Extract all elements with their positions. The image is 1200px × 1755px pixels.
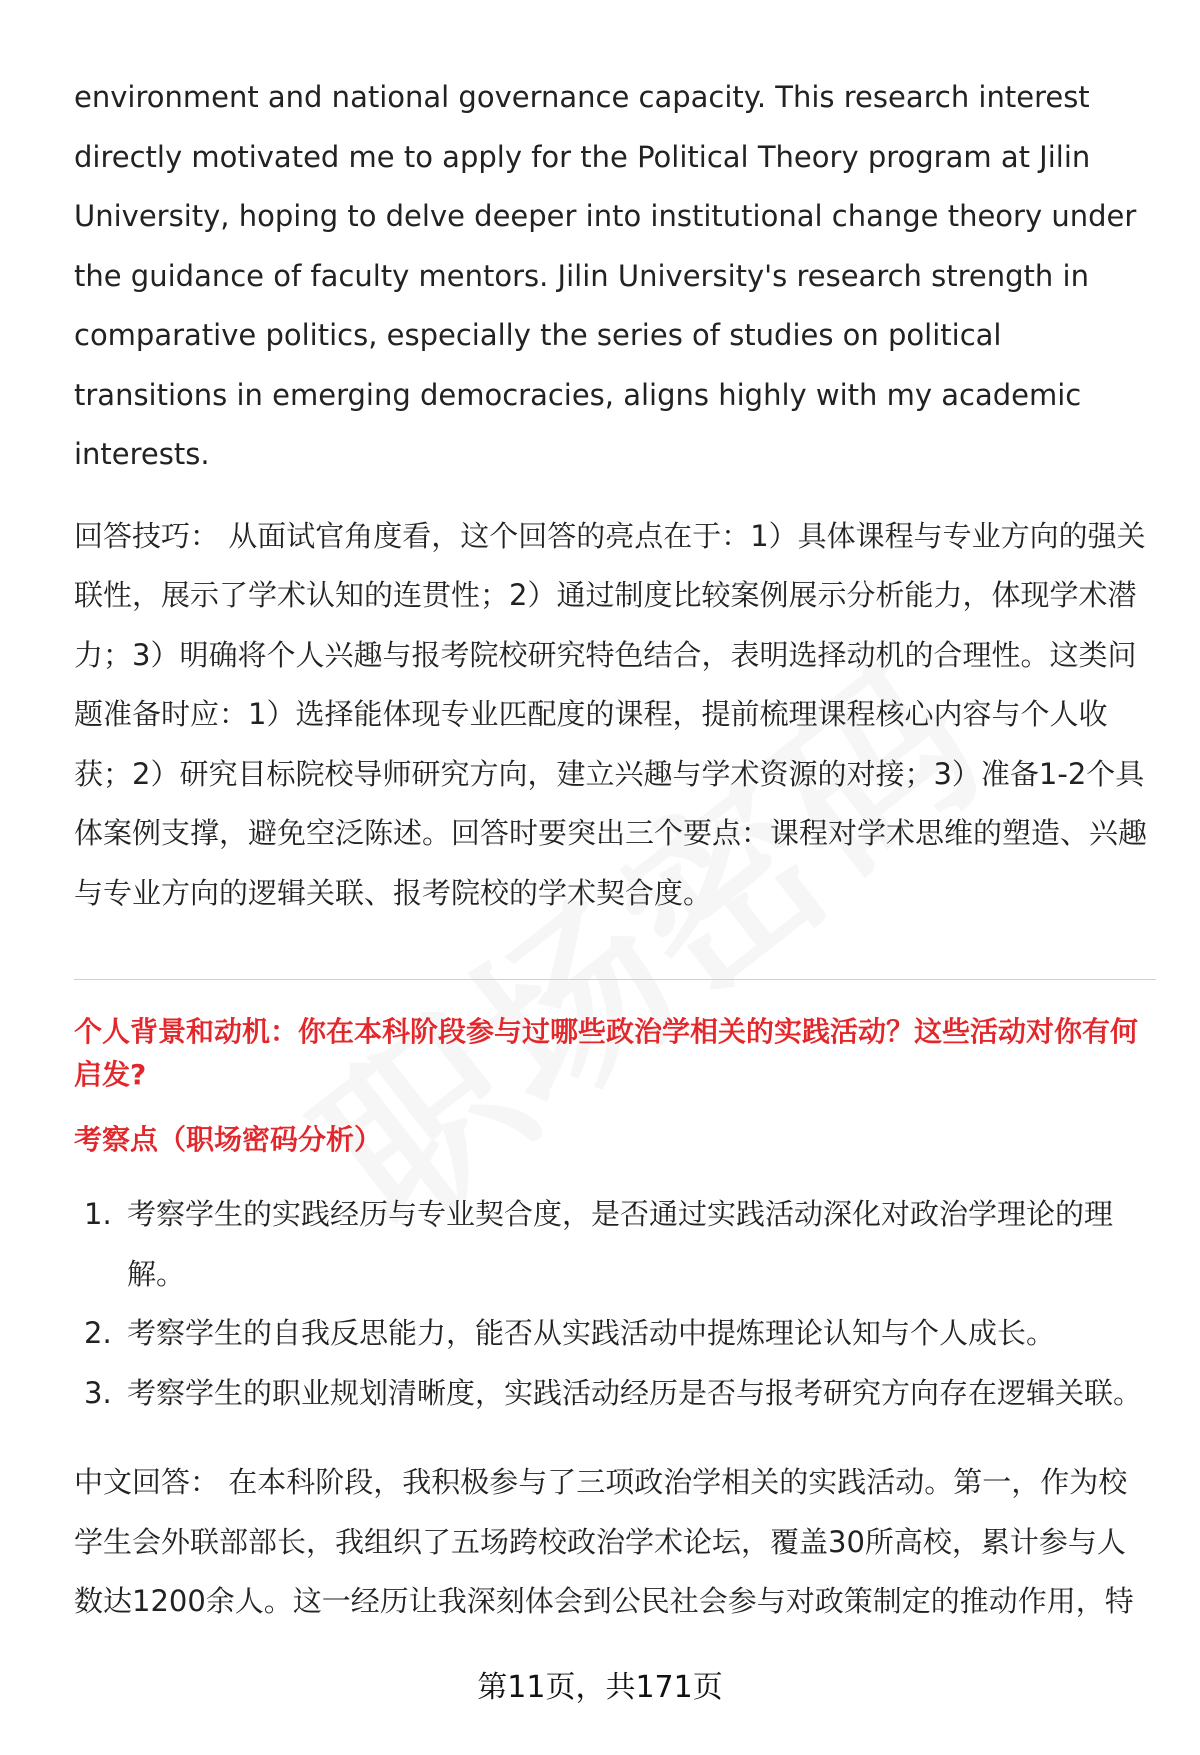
list-item-number: 2. <box>84 1316 112 1350</box>
list-item-number: 1. <box>84 1197 112 1231</box>
list-item-number: 3. <box>84 1375 112 1410</box>
answer-tips-paragraph <box>74 507 1154 924</box>
chinese-answer-paragraph <box>74 1453 1154 1632</box>
answer-tips-label: 回答技巧： <box>74 518 220 553</box>
list-item <box>74 1185 1154 1304</box>
chinese-answer-text: 在本科阶段，我积极参与了三项政治学相关的实践活动。第一，作为校学生会外联部部长，我组织了五场跨校政治学术论坛，覆盖30所高校，累计参与人数达1200余人。这一经历让我深刻体会到公民社会参与对政策制定的推动作用，特 <box>74 1465 1134 1618</box>
intro-paragraph: environment and national governance capacity. This research interest directly motivated me to apply for the Political Theory program at Jilin University, hoping to delve deeper into institutional change theory under the guidance of faculty mentors. Jilin University's research strength in comparative politics, especially the series of studies on political transitions in emerging democracies, aligns highly with my academic interests. <box>74 80 1137 471</box>
list-item <box>74 1304 1154 1364</box>
list-item-text: 考察学生的实践经历与专业契合度，是否通过实践活动深化对政治学理论的理解。 <box>127 1197 1114 1291</box>
document-page <box>74 68 1154 1632</box>
answer-tips-text: 从面试官角度看，这个回答的亮点在于：1）具体课程与专业方向的强关联性，展示了学术认知的连贯性；2）通过制度比较案例展示分析能力，体现学术潜力；3）明确将个人兴趣与报考院校研究特色结合，表明选择动机的合理性。这类问题准备时应：1）选择能体现专业匹配度的课程，提前梳理课程核心内容与个人收获；2）研究目标院校导师研究方向，建立兴趣与学术资源的对接；3）准备1-2个具体案例支撑，避免空泛陈述。回答时要突出三个要点：课程对学术思维的塑造、兴趣与专业方向的逻辑关联、报考院校的学术契合度。 <box>74 518 1148 910</box>
list-item-text: 考察学生的自我反思能力，能否从实践活动中提炼理论认知与个人成长。 <box>127 1316 1056 1350</box>
page-number-footer: 第11页，共171页 <box>477 1670 723 1705</box>
assessment-list <box>74 1185 1154 1423</box>
assessment-heading: 考察点（职场密码分析） <box>74 1123 383 1156</box>
chinese-answer-label: 中文回答： <box>74 1465 220 1499</box>
list-item-text: 考察学生的职业规划清晰度，实践活动经历是否与报考研究方向存在逻辑关联。 <box>127 1375 1143 1410</box>
list-item <box>74 1364 1154 1424</box>
question-heading: 个人背景和动机：你在本科阶段参与过哪些政治学相关的实践活动？这些活动对你有何启发? <box>74 1015 1139 1091</box>
section-divider <box>74 979 1156 980</box>
